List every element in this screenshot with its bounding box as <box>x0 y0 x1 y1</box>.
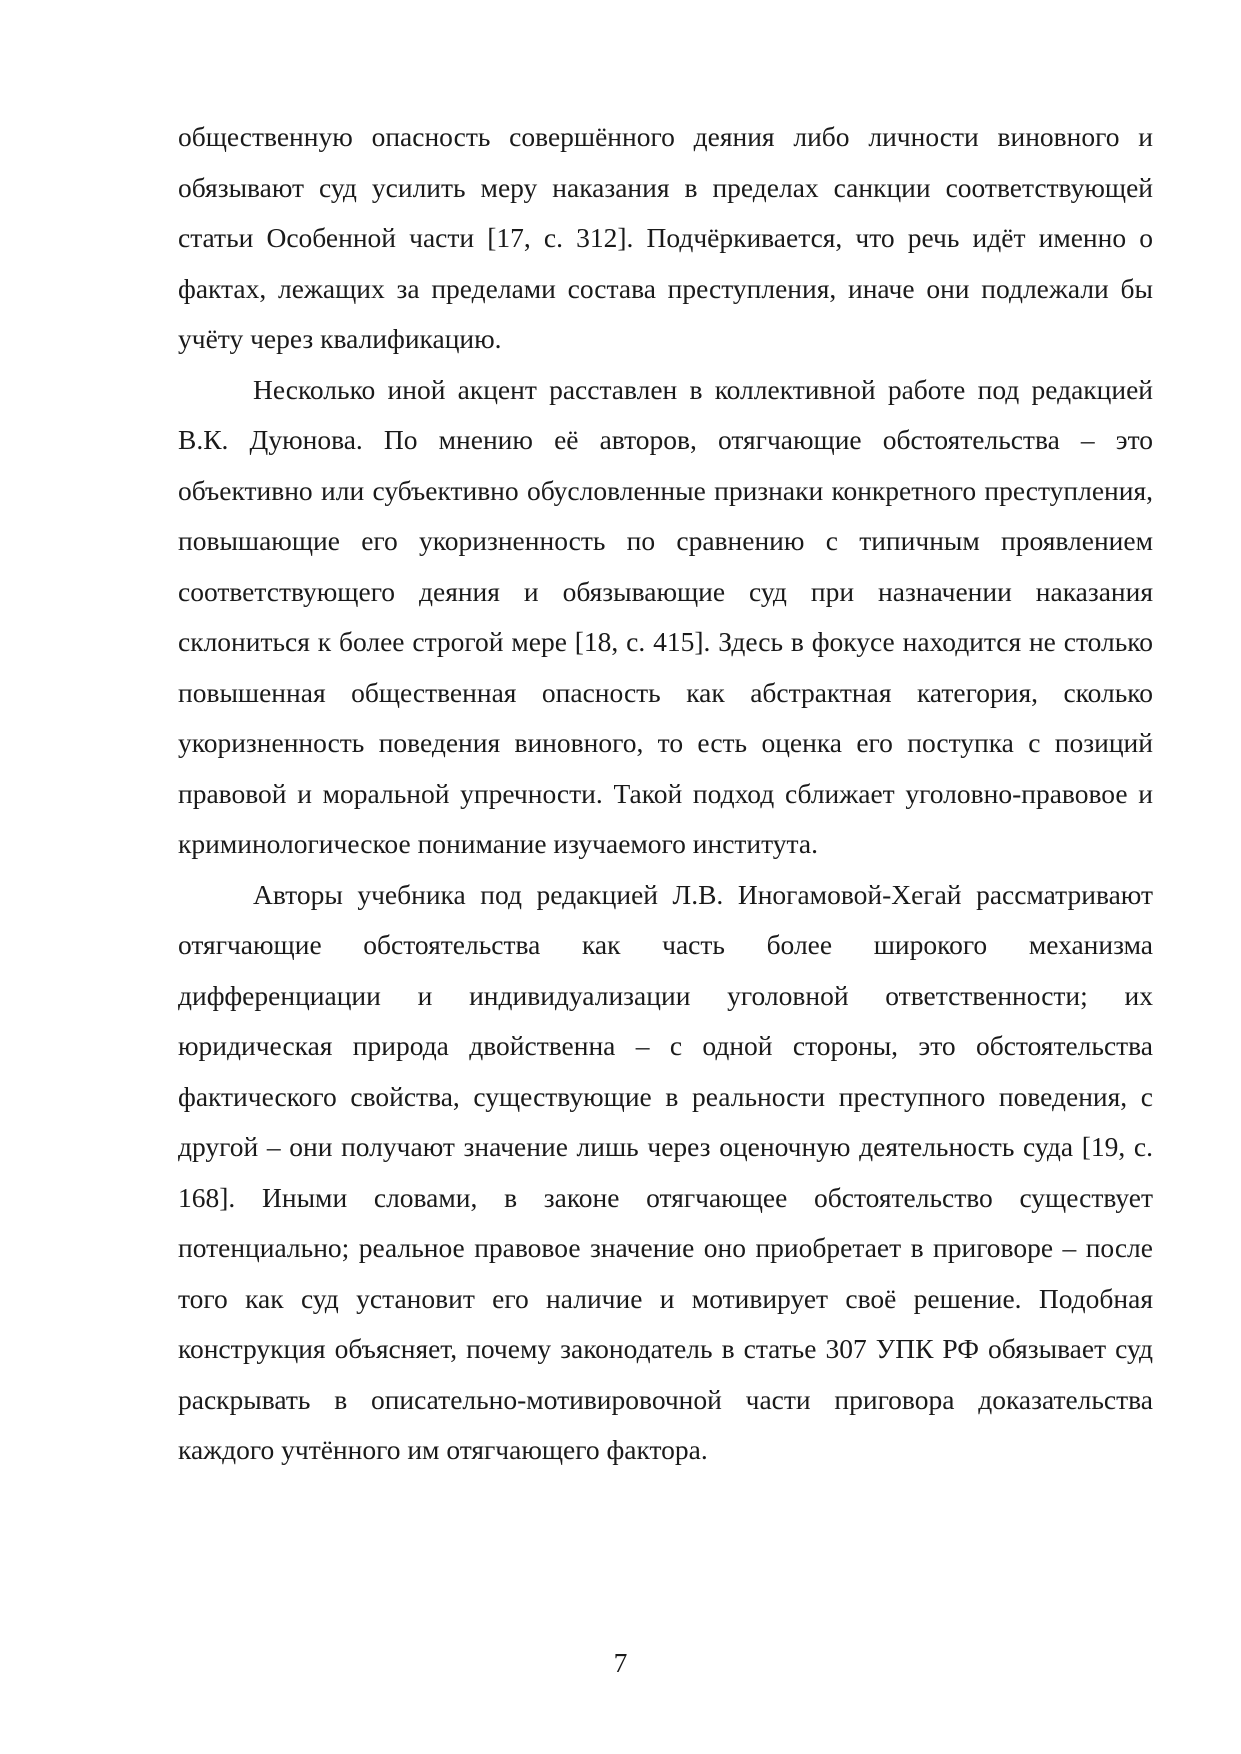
paragraph-3: Авторы учебника под редакцией Л.В. Иногамовой-Хегай рассматривают отягчающие обстоятельства как часть более широкого механизма дифференциации и индивидуализации уголовной ответственности; их юридическая природа двойственна – с одной стороны, это обстоятельства фактического свойства, существующие в реальности преступного поведения, с другой – они получают значение лишь через оценочную деятельность суда [19, с. 168]. Иными словами, в законе отягчающее обстоятельство существует потенциально; реальное правовое значение оно приобретает в приговоре – после того как суд установит его наличие и мотивирует своё решение. Подобная конструкция объясняет, почему законодатель в статье 307 УПК РФ обязывает суд раскрывать в описательно-мотивировочной части приговора доказательства каждого учтённого им отягчающего фактора. <box>178 878 1153 1465</box>
paragraph-1: общественную опасность совершённого деяния либо личности виновного и обязывают суд усилить меру наказания в пределах санкции соответствующей статьи Особенной части [17, с. 312]. Подчёркивается, что речь идёт именно о фактах, лежащих за пределами состава преступления, иначе они подлежали бы учёту через квалификацию. <box>178 121 1153 354</box>
document-body <box>178 112 1153 1476</box>
paragraph-2: Несколько иной акцент расставлен в коллективной работе под редакцией В.К. Дуюнова. По мнению её авторов, отягчающие обстоятельства – это объективно или субъективно обусловленные признаки конкретного преступления, повышающие его укоризненность по сравнению с типичным проявлением соответствующего деяния и обязывающие суд при назначении наказания склониться к более строгой мере [18, с. 415]. Здесь в фокусе находится не столько повышенная общественная опасность как абстрактная категория, сколько укоризненность поведения виновного, то есть оценка его поступка с позиций правовой и моральной упречности. Такой подход сближает уголовно-правовое и криминологическое понимание изучаемого института. <box>178 373 1153 859</box>
page-number: 7 <box>613 1647 628 1678</box>
